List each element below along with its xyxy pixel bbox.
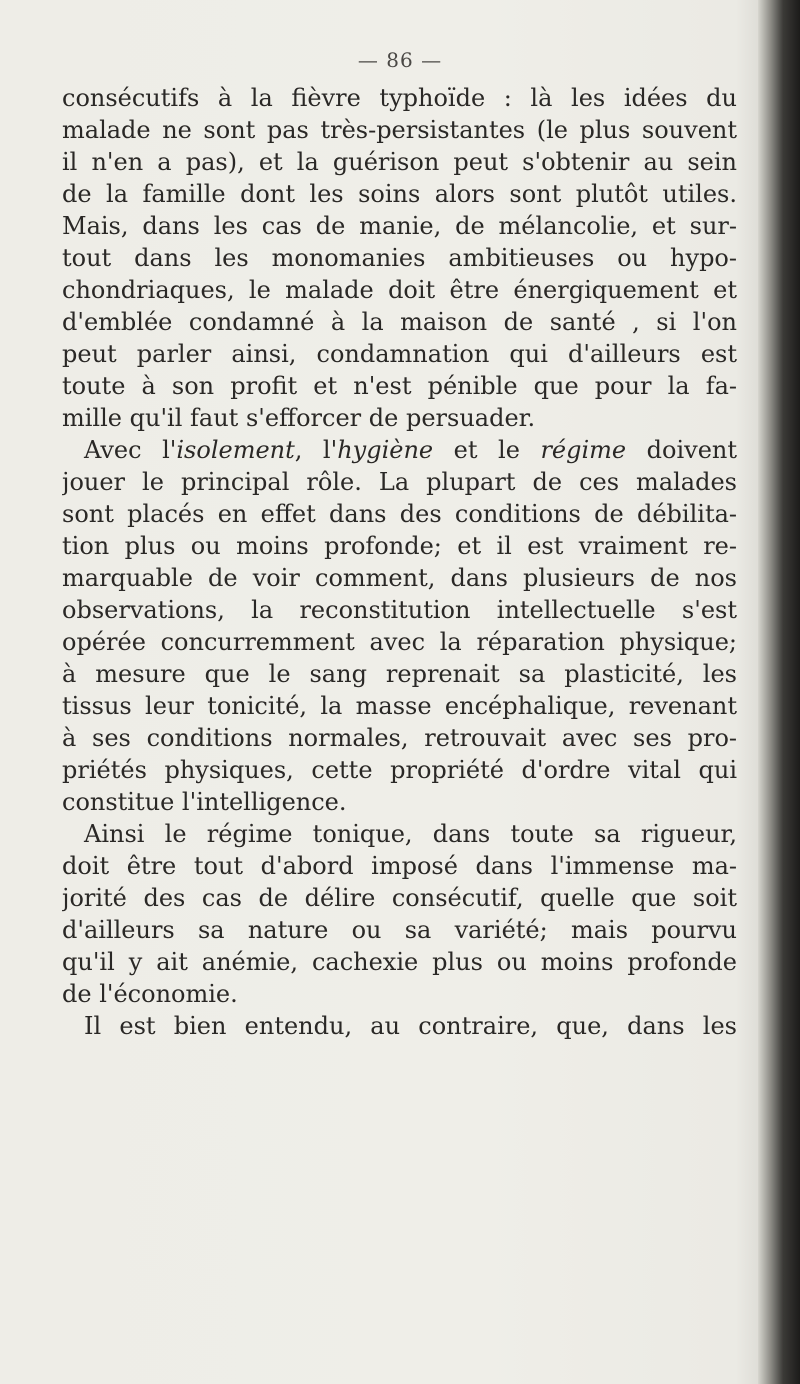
text-line-16: marquable de voir comment, dans plusieurs de nos (62, 564, 737, 592)
text-line-29: de l'économie. (62, 980, 238, 1008)
text-line-1: consécutifs à la fièvre typhoïde : là les idées du (62, 84, 737, 112)
text-line-6: tout dans les monomanies ambitieuses ou hypo- (62, 244, 737, 272)
text-line-17: observations, la reconstitution intellectuelle s'est (62, 596, 737, 624)
text-line-24: Ainsi le régime tonique, dans toute sa rigueur, (84, 820, 737, 848)
text-line-15: tion plus ou moins profonde; et il est vraiment re- (62, 532, 737, 560)
text-line-9: peut parler ainsi, condamnation qui d'ailleurs est (62, 340, 737, 368)
text-line-2: malade ne sont pas très-persistantes (le plus souvent (62, 116, 737, 144)
para2-text-4: doivent (626, 436, 737, 464)
hygiene-italic: hygiène (337, 436, 434, 464)
text-line-26: jorité des cas de délire consécutif, quelle que soit (62, 884, 737, 912)
text-line-10: toute à son profit et n'est pénible que pour la fa- (62, 372, 737, 400)
page-number: — 86 — (357, 48, 443, 72)
text-line-3: il n'en a pas), et la guérison peut s'obtenir au sein (62, 148, 737, 176)
text-line-30: Il est bien entendu, au contraire, que, dans les (84, 1012, 737, 1040)
text-line-14: sont placés en effet dans des conditions de débilita- (62, 500, 737, 528)
body-text (62, 82, 737, 1042)
text-line-21: à ses conditions normales, retrouvait avec ses pro- (62, 724, 737, 752)
para2-text-2: , l' (294, 436, 338, 464)
book-spine-shadow (758, 0, 800, 1384)
regime-italic: régime (540, 436, 627, 464)
text-line-19: à mesure que le sang reprenait sa plasticité, les (62, 660, 737, 688)
text-line-25: doit être tout d'abord imposé dans l'immense ma- (62, 852, 737, 880)
text-line-23: constitue l'intelligence. (62, 788, 347, 816)
paragraph-2-first-line (62, 434, 737, 466)
text-line-28: qu'il y ait anémie, cachexie plus ou moins profonde (62, 948, 737, 976)
text-line-11: mille qu'il faut s'efforcer de persuader. (62, 404, 536, 432)
text-line-27: d'ailleurs sa nature ou sa variété; mais pourvu (62, 916, 737, 944)
text-line-5: Mais, dans les cas de manie, de mélancolie, et sur- (62, 212, 737, 240)
text-line-18: opérée concurremment avec la réparation physique; (62, 628, 737, 656)
para2-text-1: Avec l' (84, 436, 177, 464)
text-line-4: de la famille dont les soins alors sont plutôt utiles. (62, 180, 737, 208)
text-line-7: chondriaques, le malade doit être énergiquement et (62, 276, 737, 304)
isolement-italic: isolement (176, 436, 295, 464)
text-line-13: jouer le principal rôle. La plupart de ces malades (62, 468, 737, 496)
text-line-8: d'emblée condamné à la maison de santé , si l'on (62, 308, 737, 336)
text-line-22: priétés physiques, cette propriété d'ordre vital qui (62, 756, 737, 784)
text-line-20: tissus leur tonicité, la masse encéphalique, revenant (62, 692, 737, 720)
para2-text-3: et le (433, 436, 541, 464)
